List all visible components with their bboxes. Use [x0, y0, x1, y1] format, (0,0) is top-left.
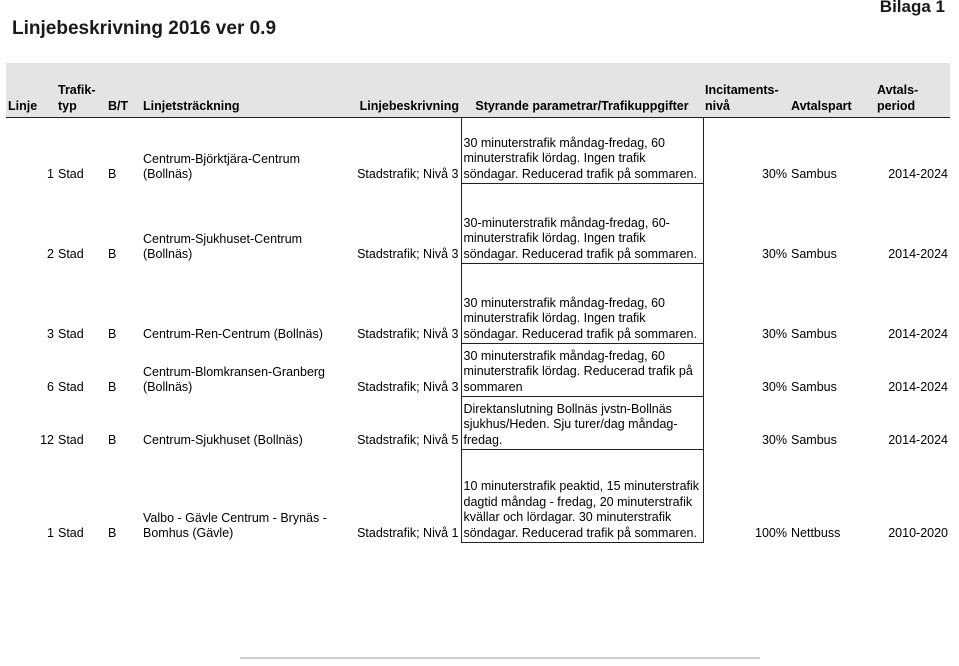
cell-strackning: Centrum-Sjukhuset-Centrum (Bollnäs)	[143, 231, 303, 262]
cell-bt: B	[108, 167, 117, 182]
cell-avtalspart: Sambus	[791, 433, 837, 448]
header-avtalspart: Avtalspart	[789, 63, 875, 117]
header-incitamentsniva: Incitaments- nivå	[703, 63, 789, 117]
table-row	[6, 117, 950, 183]
cell-linje: 2	[47, 247, 54, 262]
cell-linje: 3	[47, 327, 54, 342]
cell-bt: B	[108, 526, 117, 541]
cell-period: 2014-2024	[888, 167, 948, 182]
cell-avtalspart: Nettbuss	[791, 526, 841, 541]
cell-typ: Stad	[58, 526, 84, 541]
cell-typ: Stad	[58, 433, 84, 448]
cell-beskrivning: Stadstrafik; Nivå 3	[357, 167, 459, 182]
cell-avtalspart: Sambus	[791, 327, 837, 342]
cell-beskrivning: Stadstrafik; Nivå 5	[357, 433, 459, 448]
table-row	[6, 396, 950, 449]
cell-bt: B	[108, 433, 117, 448]
cell-linje: 1	[47, 526, 54, 541]
header-avtalsperiod: Avtals- period	[875, 63, 950, 117]
cell-styrande: Direktanslutning Bollnäs jvstn-Bollnäs sjukhus/Heden. Sju turer/dag måndag-fredag.	[461, 396, 703, 449]
cell-typ: Stad	[58, 167, 84, 182]
cell-typ: Stad	[58, 247, 84, 262]
cell-typ: Stad	[58, 327, 84, 342]
cell-strackning: Centrum-Sjukhuset (Bollnäs)	[143, 433, 303, 448]
cell-beskrivning: Stadstrafik; Nivå 3	[357, 380, 459, 395]
cell-niva: 30%	[761, 167, 787, 182]
header-bt: B/T	[106, 63, 141, 117]
cell-avtalspart: Sambus	[791, 167, 837, 182]
cell-avtalspart: Sambus	[791, 380, 837, 395]
cell-styrande: 30 minuterstrafik måndag-fredag, 60 minuterstrafik lördag. Ingen trafik söndagar. Reducerad trafik på sommaren.	[461, 263, 703, 343]
cell-period: 2014-2024	[888, 433, 948, 448]
cell-beskrivning: Stadstrafik; Nivå 1	[357, 526, 459, 541]
footer-divider	[240, 657, 760, 659]
cell-avtalspart: Sambus	[791, 247, 837, 262]
cell-strackning: Centrum-Björktjära-Centrum (Bollnäs)	[143, 151, 300, 182]
cell-typ: Stad	[58, 380, 84, 395]
table-header-row	[6, 63, 950, 117]
cell-styrande: 30 minuterstrafik måndag-fredag, 60 minuterstrafik lördag. Reducerad trafik på sommaren	[461, 343, 703, 396]
cell-niva: 30%	[761, 433, 787, 448]
cell-strackning: Valbo - Gävle Centrum - Brynäs - Bomhus (Gävle)	[143, 510, 327, 541]
cell-linje: 12	[40, 433, 54, 448]
line-description-table	[6, 63, 950, 543]
header-linjebeskrivning: Linjebeskrivning	[336, 63, 461, 117]
table-row	[6, 183, 950, 263]
cell-beskrivning: Stadstrafik; Nivå 3	[357, 327, 459, 342]
cell-linje: 6	[47, 380, 54, 395]
header-styrande-parametrar: Styrande parametrar/Trafikuppgifter	[461, 63, 703, 117]
header-linje: Linje	[6, 63, 56, 117]
header-trafiktyp: Trafik- typ	[56, 63, 106, 117]
cell-period: 2010-2020	[888, 526, 948, 541]
cell-bt: B	[108, 380, 117, 395]
cell-strackning: Centrum-Ren-Centrum (Bollnäs)	[143, 327, 323, 342]
cell-beskrivning: Stadstrafik; Nivå 3	[357, 247, 459, 262]
cell-niva: 100%	[755, 526, 787, 541]
cell-linje: 1	[47, 167, 54, 182]
table-row	[6, 343, 950, 396]
cell-styrande: 10 minuterstrafik peaktid, 15 minuterstrafik dagtid måndag - fredag, 20 minuterstrafik kvällar och lördagar. 30 minuterstrafik söndagar. Reducerad trafik på sommaren.	[461, 449, 703, 542]
cell-styrande: 30 minuterstrafik måndag-fredag, 60 minuterstrafik lördag. Ingen trafik söndagar. Reducerad trafik på sommaren.	[461, 117, 703, 183]
document-title: Linjebeskrivning 2016 ver 0.9	[12, 18, 277, 39]
cell-bt: B	[108, 247, 117, 262]
header-linjestrackning: Linjetsträckning	[141, 63, 336, 117]
table-row	[6, 449, 950, 542]
cell-period: 2014-2024	[888, 327, 948, 342]
cell-styrande: 30-minuterstrafik måndag-fredag, 60-minuterstrafik lördag. Ingen trafik söndagar. Reducerad trafik på sommaren.	[461, 183, 703, 263]
cell-bt: B	[108, 327, 117, 342]
cell-niva: 30%	[761, 327, 787, 342]
cell-niva: 30%	[761, 380, 787, 395]
cell-strackning: Centrum-Blomkransen-Granberg (Bollnäs)	[143, 364, 326, 395]
cell-niva: 30%	[761, 247, 787, 262]
table-row	[6, 263, 950, 343]
cell-period: 2014-2024	[888, 247, 948, 262]
cell-period: 2014-2024	[888, 380, 948, 395]
appendix-label: Bilaga 1	[879, 0, 945, 16]
